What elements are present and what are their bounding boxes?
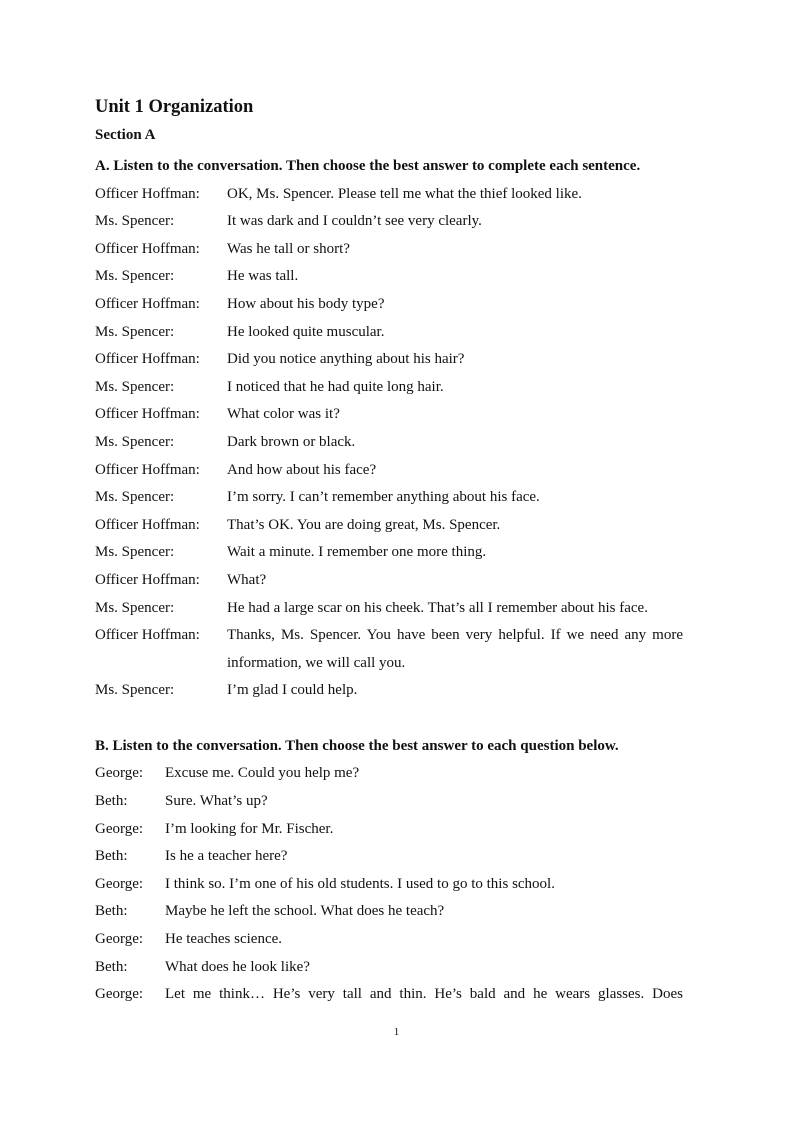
dialogue-line xyxy=(95,843,683,871)
speech-text: Wait a minute. I remember one more thing. xyxy=(227,544,487,561)
dialogue-line xyxy=(95,236,683,264)
speech-text: It was dark and I couldn’t see very clearly. xyxy=(227,213,482,230)
speech-text: That’s OK. You are doing great, Ms. Spencer. xyxy=(227,516,501,533)
speaker-label: George: xyxy=(95,820,144,837)
speech-text: He teaches science. xyxy=(165,931,283,948)
dialogue-line xyxy=(95,926,683,954)
speech-text: I’m sorry. I can’t remember anything about his face. xyxy=(227,489,540,506)
speech-text: Maybe he left the school. What does he teach? xyxy=(165,903,445,920)
speaker-label: Ms. Spencer: xyxy=(95,489,175,506)
speech-text: I think so. I’m one of his old students. I used to go to this school. xyxy=(165,875,555,892)
speaker-label: Officer Hoffman: xyxy=(95,461,200,478)
speech-text: Excuse me. Could you help me? xyxy=(165,765,360,782)
dialogue-line xyxy=(95,595,683,623)
dialogue-line xyxy=(95,291,683,319)
speaker-label: Beth: xyxy=(95,903,128,920)
speech-text: Thanks, Ms. Spencer. You have been very helpful. If we need any more information, we will call you. xyxy=(227,627,683,671)
speaker-label: Officer Hoffman: xyxy=(95,516,200,533)
dialogue-line xyxy=(95,898,683,926)
speaker-label: Ms. Spencer: xyxy=(95,599,175,616)
page-content xyxy=(95,94,683,1009)
dialogue-line xyxy=(95,954,683,982)
speaker-label: Beth: xyxy=(95,848,128,865)
dialogue-line xyxy=(95,429,683,457)
speech-text: OK, Ms. Spencer. Please tell me what the thief looked like. xyxy=(227,185,582,202)
dialogue-line xyxy=(95,788,683,816)
speaker-label: George: xyxy=(95,931,144,948)
dialogue-line xyxy=(95,512,683,540)
part-b-instruction: B. Listen to the conversation. Then choose the best answer to each question below. xyxy=(95,737,619,754)
speaker-label: Ms. Spencer: xyxy=(95,323,175,340)
speaker-label: Ms. Spencer: xyxy=(95,544,175,561)
dialogue-line xyxy=(95,760,683,788)
speech-text: Was he tall or short? xyxy=(227,240,350,257)
dialogue-line xyxy=(95,181,683,209)
speech-text: Is he a teacher here? xyxy=(165,848,288,865)
speech-text: What? xyxy=(227,571,267,588)
speaker-label: Officer Hoffman: xyxy=(95,185,200,202)
dialogue-line xyxy=(95,539,683,567)
part-a-dialogue xyxy=(95,181,683,705)
dialogue-line xyxy=(95,319,683,347)
speaker-label: Ms. Spencer: xyxy=(95,682,175,699)
speaker-label: Officer Hoffman: xyxy=(95,240,200,257)
speaker-label: George: xyxy=(95,765,144,782)
speech-text: I’m looking for Mr. Fischer. xyxy=(165,820,334,837)
speaker-label: Beth: xyxy=(95,958,128,975)
speaker-label: George: xyxy=(95,875,144,892)
dialogue-line xyxy=(95,816,683,844)
dialogue-line xyxy=(95,677,683,705)
speech-text: Dark brown or black. xyxy=(227,433,356,450)
speech-text: What color was it? xyxy=(227,406,340,423)
section-gap xyxy=(95,705,683,733)
page-number: 1 xyxy=(393,1026,400,1038)
speaker-label: Officer Hoffman: xyxy=(95,406,200,423)
speaker-label: Officer Hoffman: xyxy=(95,627,200,644)
speech-text: He was tall. xyxy=(227,268,299,285)
dialogue-line xyxy=(95,871,683,899)
dialogue-line xyxy=(95,981,683,1009)
dialogue-line xyxy=(95,346,683,374)
speaker-label: Ms. Spencer: xyxy=(95,378,175,395)
unit-title: Unit 1 Organization xyxy=(95,97,254,117)
dialogue-line xyxy=(95,374,683,402)
speaker-label: George: xyxy=(95,986,144,1003)
dialogue-line xyxy=(95,622,683,677)
speaker-label: Ms. Spencer: xyxy=(95,268,175,285)
speech-text: Let me think… He’s very tall and thin. He’s bald and he wears glasses. Does xyxy=(165,986,683,1003)
speaker-label: Ms. Spencer: xyxy=(95,213,175,230)
speech-text: I’m glad I could help. xyxy=(227,682,358,699)
speech-text: He had a large scar on his cheek. That’s all I remember about his face. xyxy=(227,599,648,616)
speech-text: Did you notice anything about his hair? xyxy=(227,351,465,368)
speech-text: Sure. What’s up? xyxy=(165,793,268,810)
speaker-label: Officer Hoffman: xyxy=(95,295,200,312)
dialogue-line xyxy=(95,567,683,595)
speaker-label: Officer Hoffman: xyxy=(95,351,200,368)
speaker-label: Officer Hoffman: xyxy=(95,571,200,588)
speech-text: And how about his face? xyxy=(227,461,377,478)
part-b-dialogue xyxy=(95,760,683,1008)
dialogue-line xyxy=(95,263,683,291)
speaker-label: Beth: xyxy=(95,793,128,810)
dialogue-line xyxy=(95,484,683,512)
dialogue-line xyxy=(95,208,683,236)
speaker-label: Ms. Spencer: xyxy=(95,433,175,450)
part-a-instruction: A. Listen to the conversation. Then choose the best answer to complete each sentence. xyxy=(95,158,641,174)
speech-text: I noticed that he had quite long hair. xyxy=(227,378,444,395)
section-title: Section A xyxy=(95,127,156,143)
speech-text: What does he look like? xyxy=(165,958,310,975)
dialogue-line xyxy=(95,457,683,485)
dialogue-line xyxy=(95,401,683,429)
speech-text: He looked quite muscular. xyxy=(227,323,385,340)
speech-text: How about his body type? xyxy=(227,295,385,312)
